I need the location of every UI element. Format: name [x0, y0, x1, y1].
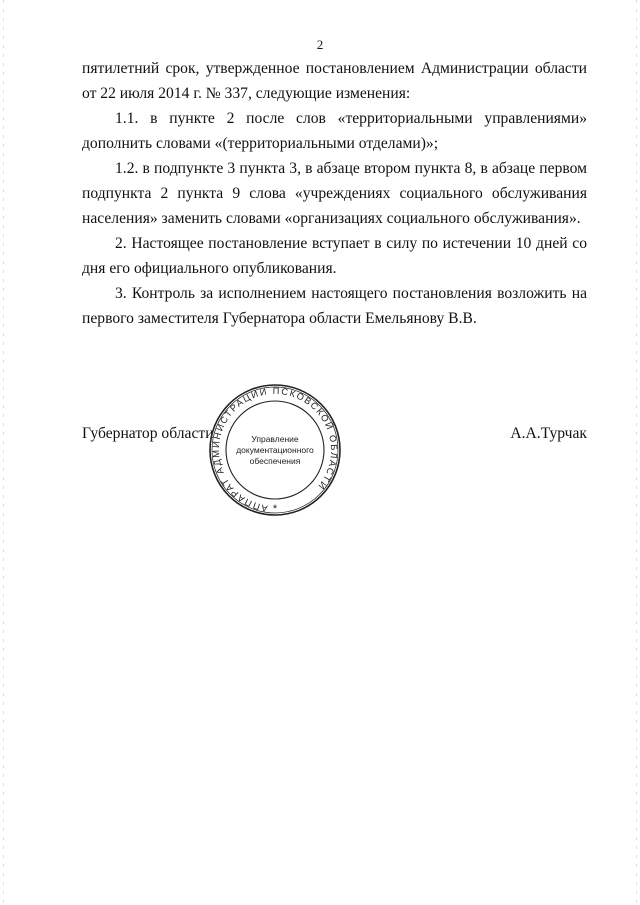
paragraph-item-2: 2. Настоящее постановление вступает в силу по истечении 10 дней со дня его официального опубликования. [82, 235, 587, 277]
paragraph-item-1-2: 1.2. в подпункте 3 пункта 3, в абзаце втором пункта 8, в абзаце первом подпункта 2 пункта 9 слова «учреждениях социального обслуживания населения» заменить словами «организациях социального обслуживания». [82, 160, 587, 227]
scan-edge-right [636, 0, 637, 905]
page-number: 2 [316, 37, 324, 52]
document-body [82, 56, 587, 331]
official-seal-stamp [205, 382, 345, 518]
signatory-title: Губернатор области [82, 425, 214, 442]
seal-center-line-3: обеспечения [249, 456, 301, 466]
scan-edge-left [3, 0, 4, 905]
seal-graphic [205, 382, 345, 518]
seal-star-mark: * [272, 503, 278, 515]
paragraph-continuation: пятилетний срок, утвержденное постановлением Администрации области от 22 июля 2014 г. № 337, следующие изменения: [82, 60, 587, 102]
seal-ring-text: АППАРАТ АДМИНИСТРАЦИИ ПСКОВСКОЙ ОБЛАСТИ [210, 385, 340, 514]
paragraph-item-1-1: 1.1. в пункте 2 после слов «территориальными управлениями» дополнить словами «(территориальными отделами)»; [82, 110, 587, 152]
seal-center-line-2: документационного [236, 445, 314, 455]
paragraph-item-3: 3. Контроль за исполнением настоящего постановления возложить на первого заместителя Губернатора области Емельянову В.В. [82, 285, 587, 327]
seal-center-line-1: Управление [251, 434, 299, 444]
signatory-name: А.А.Турчак [510, 425, 587, 442]
